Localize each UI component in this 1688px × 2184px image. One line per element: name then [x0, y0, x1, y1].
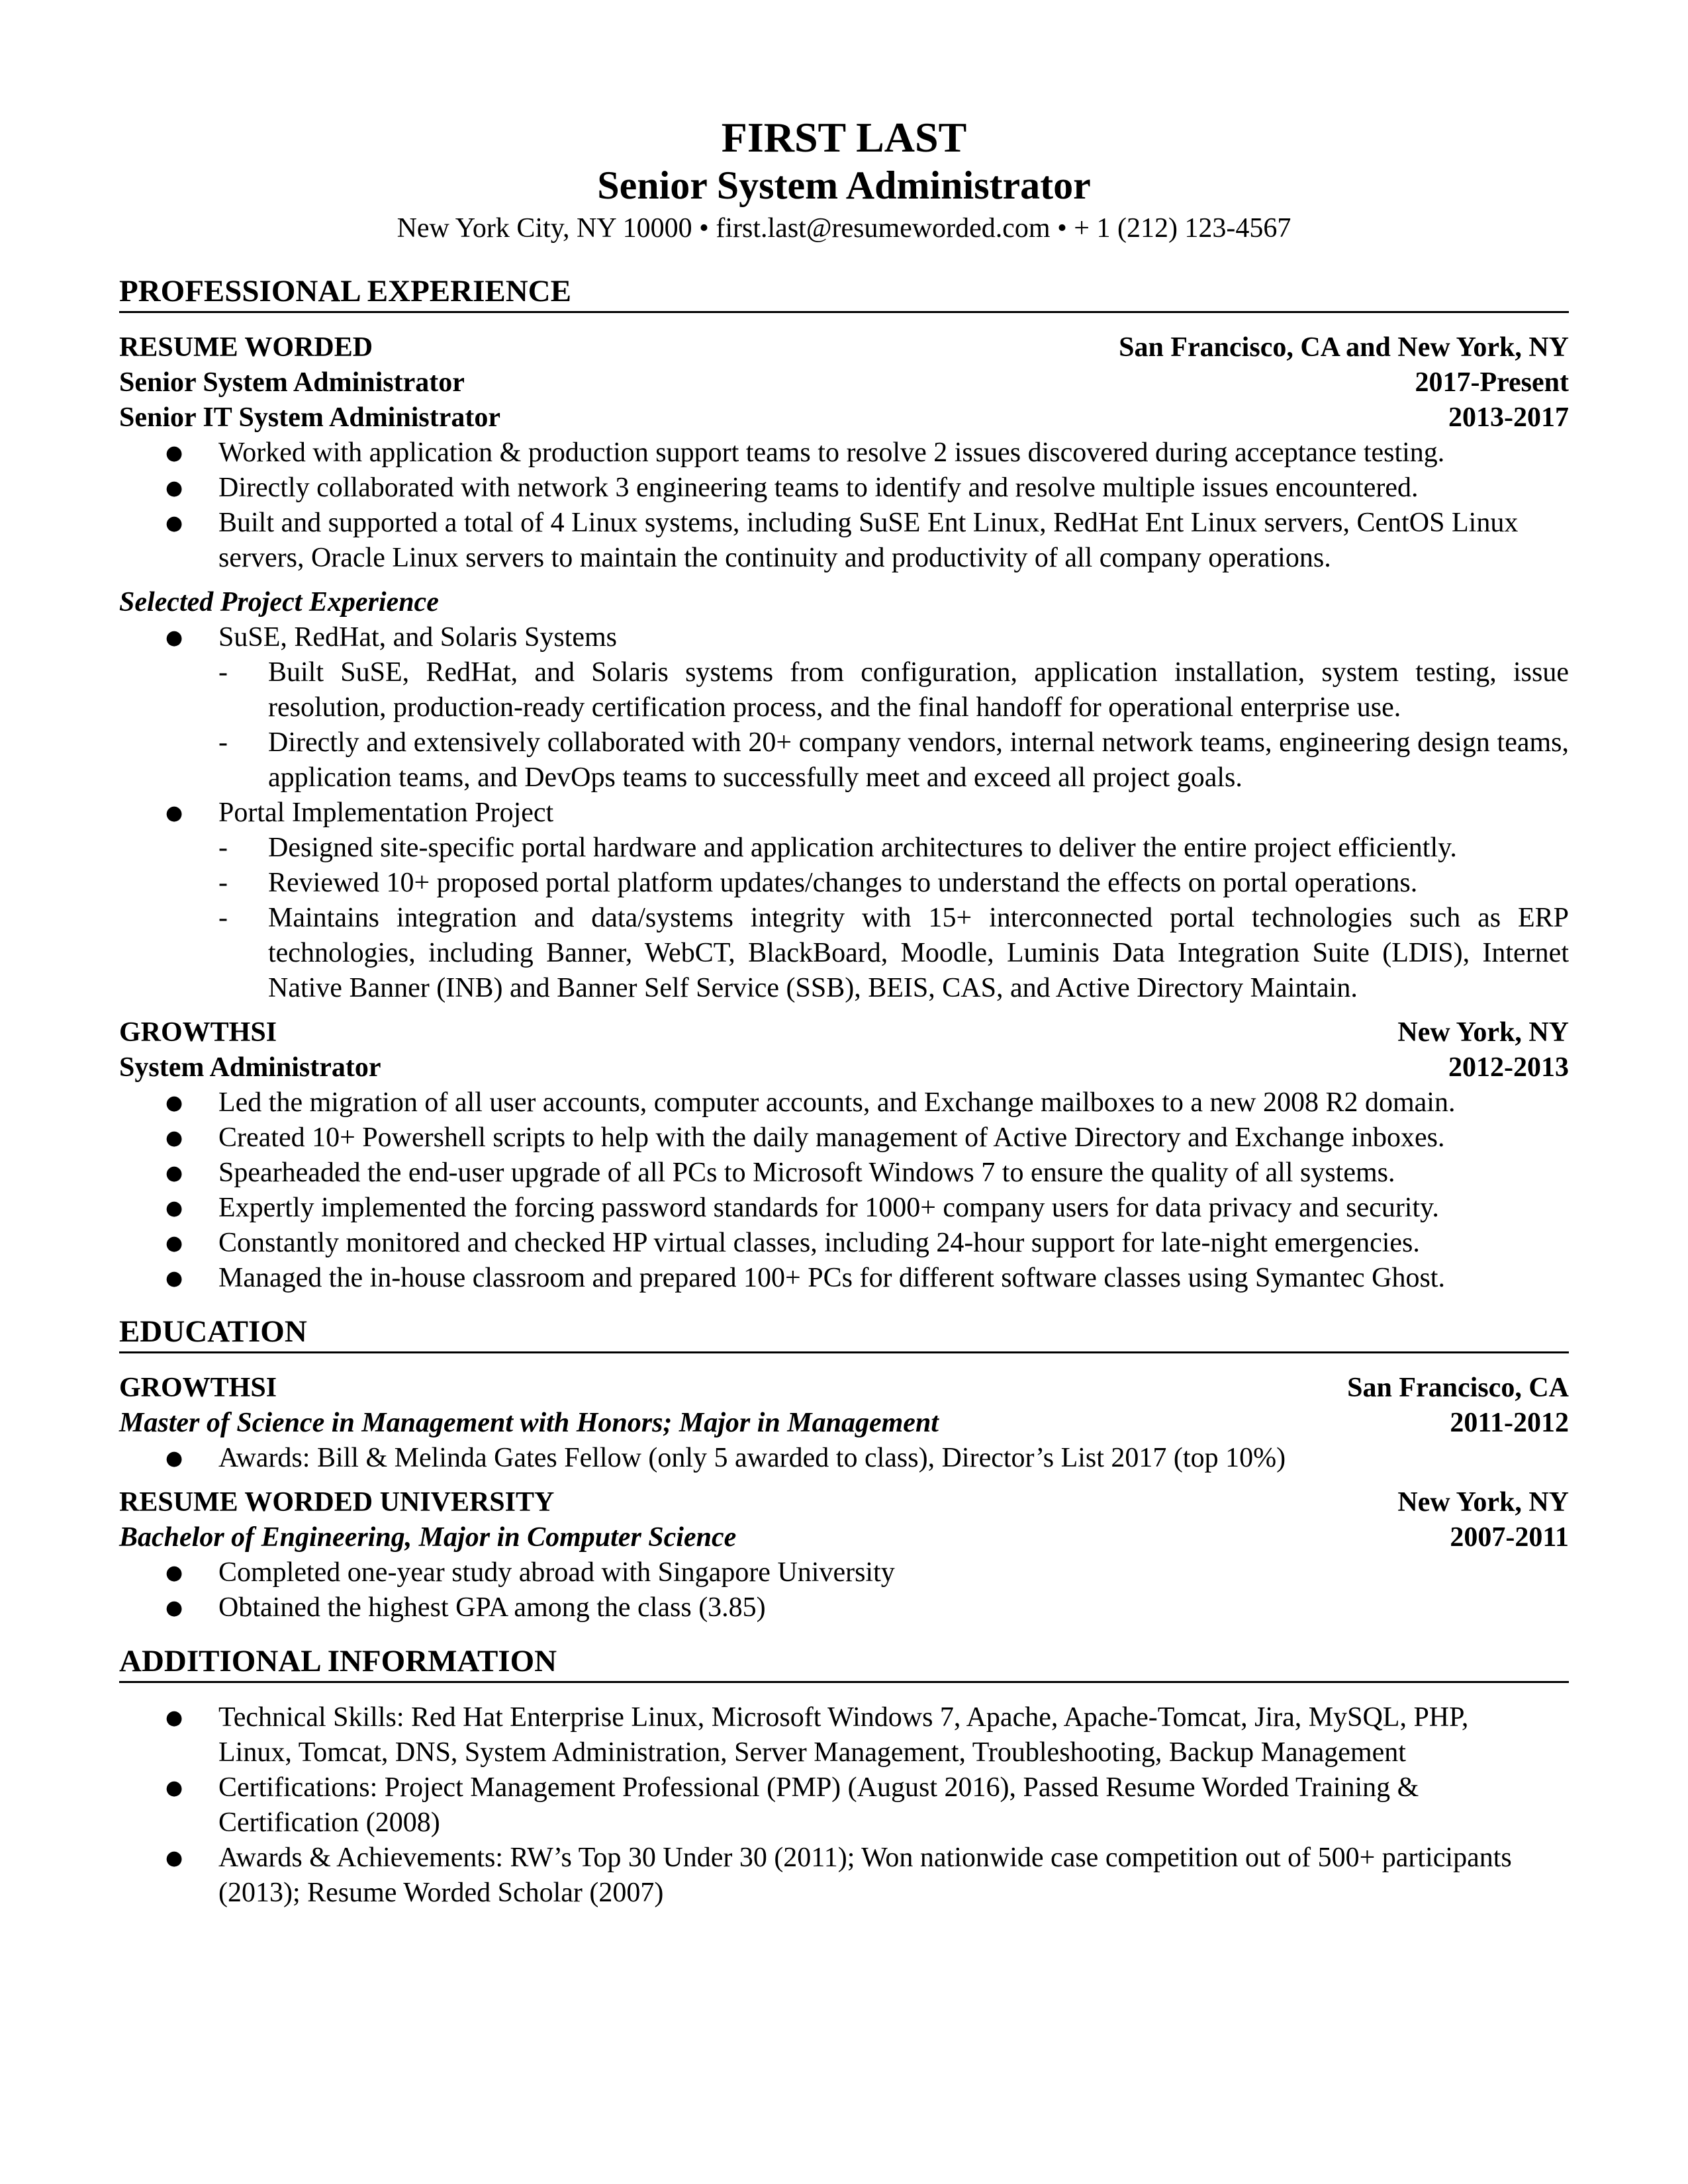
bullet-icon: ●: [165, 1161, 183, 1185]
role-row: [119, 365, 1569, 400]
role-title: Senior IT System Administrator: [119, 402, 500, 433]
role-dates: 2013-2017: [1448, 402, 1569, 433]
school-name: GROWTHSI: [119, 1373, 277, 1403]
list-item: - Designed site-specific portal hardware and application architectures to deliver the entire project efficiently.: [218, 831, 1569, 866]
list-item: - Maintains integration and data/systems integrity with 15+ interconnected portal technologies such as ERP technologies, including Banner, WebCT, BlackBoard, Moodle, Luminis Data Integration Suite (LDIS), Internet Native Banner (INB) and Banner Self Service (SSB), BEIS, CAS, and Active Directory Maintain.: [218, 901, 1569, 1006]
role-dates: 2012-2013: [1448, 1052, 1569, 1083]
list-item: ● Certifications: Project Management Professional (PMP) (August 2016), Passed Resume Worded Training & Certification (2008): [119, 1770, 1516, 1841]
bullet-icon: ●: [165, 626, 183, 649]
list-item: ● Awards: Bill & Melinda Gates Fellow (only 5 awarded to class), Director’s List 2017 (top 10%): [119, 1441, 1569, 1476]
education-bullets: [119, 1441, 1569, 1476]
bullet-icon: ●: [165, 801, 183, 825]
bullet-icon: ●: [165, 1706, 183, 1729]
school-header: [119, 1371, 1569, 1406]
job-bullets: [119, 1085, 1569, 1296]
company-name: GROWTHSI: [119, 1017, 277, 1048]
bullet-icon: ●: [165, 1596, 183, 1619]
bullet-icon: ●: [165, 1126, 183, 1150]
section-heading-education: EDUCATION: [119, 1313, 1569, 1353]
bullet-icon: ●: [165, 1447, 183, 1470]
dash-icon: -: [218, 657, 228, 688]
school-name: RESUME WORDED UNIVERSITY: [119, 1487, 555, 1518]
degree-title: Bachelor of Engineering, Major in Computer Science: [119, 1522, 737, 1553]
degree-row: [119, 1520, 1569, 1555]
list-item: ● Awards & Achievements: RW’s Top 30 Under 30 (2011); Won nationwide case competition out of 500+ participants (2013); Resume Worded Scholar (2007): [119, 1841, 1516, 1911]
list-item: ● Obtained the highest GPA among the class (3.85): [119, 1590, 1569, 1625]
degree-row: [119, 1406, 1569, 1441]
project-name: SuSE, RedHat, and Solaris Systems: [218, 622, 618, 653]
projects-subheading: Selected Project Experience: [119, 587, 439, 617]
project-name: Portal Implementation Project: [218, 797, 554, 828]
project-details: [218, 655, 1569, 796]
company-location: San Francisco, CA and New York, NY: [1119, 332, 1569, 363]
bullet-icon: ●: [165, 1561, 183, 1584]
project-item: [119, 620, 1569, 796]
additional-bullets: [119, 1700, 1569, 1911]
role-dates: 2017-Present: [1415, 367, 1569, 398]
bullet-icon: ●: [165, 1267, 183, 1290]
list-item: ● Created 10+ Powershell scripts to help with the daily management of Active Directory and Exchange inboxes.: [119, 1120, 1569, 1156]
section-heading-experience: PROFESSIONAL EXPERIENCE: [119, 273, 1569, 313]
role-title: Senior System Administrator: [119, 367, 465, 398]
list-item: ● Technical Skills: Red Hat Enterprise Linux, Microsoft Windows 7, Apache, Apache-Tomcat, Jira, MySQL, PHP, Linux, Tomcat, DNS, System Administration, Server Management, Troubleshooting, Backup Management: [119, 1700, 1516, 1770]
degree-title: Master of Science in Management with Honors; Major in Management: [119, 1408, 939, 1438]
candidate-title: Senior System Administrator: [597, 163, 1091, 207]
project-details: [218, 831, 1569, 1006]
degree-dates: 2007-2011: [1450, 1522, 1569, 1553]
list-item: ● Managed the in-house classroom and prepared 100+ PCs for different software classes using Symantec Ghost.: [119, 1261, 1569, 1296]
bullet-icon: ●: [165, 477, 183, 500]
project-item: [119, 796, 1569, 1006]
company-name: RESUME WORDED: [119, 332, 373, 363]
bullet-icon: ●: [165, 441, 183, 465]
school-header: [119, 1485, 1569, 1520]
role-row: [119, 400, 1569, 435]
project-list: [119, 620, 1569, 1006]
dash-icon: -: [218, 727, 228, 758]
role-row: [119, 1050, 1569, 1085]
list-item: ● Led the migration of all user accounts, computer accounts, and Exchange mailboxes to a new 2008 R2 domain.: [119, 1085, 1569, 1120]
dash-icon: -: [218, 868, 228, 898]
school-location: New York, NY: [1397, 1487, 1569, 1518]
list-item: - Directly and extensively collaborated with 20+ company vendors, internal network teams, engineering design teams, application teams, and DevOps teams to successfully meet and exceed all project goals.: [218, 725, 1569, 796]
bullet-icon: ●: [165, 1846, 183, 1870]
resume-page: [119, 113, 1569, 1911]
bullet-icon: ●: [165, 1776, 183, 1799]
bullet-icon: ●: [165, 512, 183, 535]
list-item: - Reviewed 10+ proposed portal platform updates/changes to understand the effects on portal operations.: [218, 866, 1569, 901]
list-item: ● Built and supported a total of 4 Linux systems, including SuSE Ent Linux, RedHat Ent Linux servers, CentOS Linux servers, Oracle Linux servers to maintain the continuity and productivity of all company operations.: [119, 506, 1569, 576]
list-item: ● Worked with application & production support teams to resolve 2 issues discovered during acceptance testing.: [119, 435, 1569, 471]
company-location: New York, NY: [1397, 1017, 1569, 1048]
job-bullets: [119, 435, 1569, 576]
list-item: ● Constantly monitored and checked HP virtual classes, including 24-hour support for late-night emergencies.: [119, 1226, 1569, 1261]
school-location: San Francisco, CA: [1347, 1373, 1569, 1403]
bullet-icon: ●: [165, 1091, 183, 1115]
section-heading-additional: ADDITIONAL INFORMATION: [119, 1643, 1569, 1683]
list-item: - Built SuSE, RedHat, and Solaris systems from configuration, application installation, system testing, issue resolution, production-ready certification process, and the final handoff for operational enterprise use.: [218, 655, 1569, 725]
job-header: [119, 330, 1569, 365]
education-bullets: [119, 1555, 1569, 1625]
bullet-icon: ●: [165, 1232, 183, 1255]
dash-icon: -: [218, 833, 228, 863]
dash-icon: -: [218, 903, 228, 933]
bullet-icon: ●: [165, 1197, 183, 1220]
list-item: ● Completed one-year study abroad with Singapore University: [119, 1555, 1569, 1590]
job-header: [119, 1015, 1569, 1050]
candidate-name: FIRST LAST: [721, 114, 967, 161]
role-title: System Administrator: [119, 1052, 381, 1083]
contact-line: New York City, NY 10000 • first.last@resumeworded.com • + 1 (212) 123-4567: [397, 213, 1291, 244]
list-item: ● Directly collaborated with network 3 engineering teams to identify and resolve multiple issues encountered.: [119, 471, 1569, 506]
list-item: ● Spearheaded the end-user upgrade of all PCs to Microsoft Windows 7 to ensure the quality of all systems.: [119, 1156, 1569, 1191]
list-item: ● Expertly implemented the forcing password standards for 1000+ company users for data privacy and security.: [119, 1191, 1569, 1226]
degree-dates: 2011-2012: [1450, 1408, 1569, 1438]
